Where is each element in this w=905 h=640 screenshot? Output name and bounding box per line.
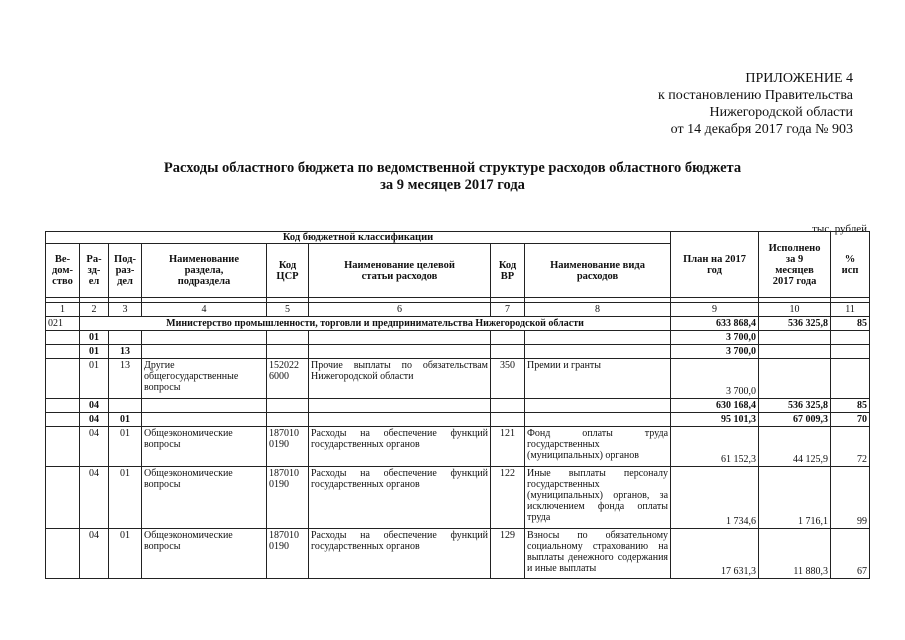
cell-vr-name: Иные выплаты персоналу государственных (муниципальных) органов, за исключением фонда оплаты труда <box>525 467 671 529</box>
cell-plan: 3 700,0 <box>671 331 759 345</box>
header-plan: План на 2017 год <box>671 232 759 298</box>
cell-razdel: 04 <box>80 427 109 467</box>
cell-csr-name: Расходы на обеспечение функций государственных органов <box>309 467 491 529</box>
table-row <box>46 399 870 413</box>
units-label: тыс. рублей <box>812 223 867 235</box>
title-line-1: Расходы областного бюджета по ведомственной структуре расходов областного бюджета <box>163 160 742 176</box>
appendix-date: от 14 декабря 2017 года № 903 <box>670 122 853 137</box>
cell-podrazdel: 01 <box>109 467 142 529</box>
cell-csr-name: Расходы на обеспечение функций государственных органов <box>309 427 491 467</box>
cell-percent: 99 <box>831 467 870 529</box>
cell-plan: 3 700,0 <box>671 359 759 399</box>
budget-table <box>45 231 870 579</box>
cell-plan: 1 734,6 <box>671 467 759 529</box>
cell-razdel: 04 <box>80 467 109 529</box>
cell-csr: 187010 0190 <box>267 529 309 579</box>
header-vr: Код ВР <box>491 244 525 298</box>
appendix-resolution: к постановлению Правительства <box>657 88 853 103</box>
cell-podrazdel: 01 <box>109 413 142 427</box>
cell-podrazdel: 01 <box>109 529 142 579</box>
colnum-3: 3 <box>109 303 142 317</box>
header-csr: Код ЦСР <box>267 244 309 298</box>
colnum-6: 6 <box>309 303 491 317</box>
table-row <box>46 345 870 359</box>
cell-percent: 72 <box>831 427 870 467</box>
cell-percent: 70 <box>831 413 870 427</box>
cell-vr: 129 <box>491 529 525 579</box>
cell-done: 11 880,3 <box>759 529 831 579</box>
cell-plan: 3 700,0 <box>671 345 759 359</box>
header-row-group <box>46 232 870 244</box>
header-vr-name: Наименование вида расходов <box>525 244 671 298</box>
cell-csr-name: Расходы на обеспечение функций государственных органов <box>309 529 491 579</box>
cell-vr: 121 <box>491 427 525 467</box>
cell-razdel: 01 <box>80 345 109 359</box>
colnum-4: 4 <box>142 303 267 317</box>
cell-done: 536 325,8 <box>759 317 831 331</box>
cell-podrazdel: 01 <box>109 427 142 467</box>
table-row <box>46 413 870 427</box>
colnum-8: 8 <box>525 303 671 317</box>
table-row <box>46 427 870 467</box>
cell-done: 1 716,1 <box>759 467 831 529</box>
cell-plan: 17 631,3 <box>671 529 759 579</box>
colnum-1: 1 <box>46 303 80 317</box>
cell-razdel: 04 <box>80 399 109 413</box>
colnum-9: 9 <box>671 303 759 317</box>
cell-plan: 61 152,3 <box>671 427 759 467</box>
cell-vr: 350 <box>491 359 525 399</box>
cell-razdel-name: Общеэкономические вопросы <box>142 467 267 529</box>
cell-razdel-name: Общеэкономические вопросы <box>142 529 267 579</box>
column-number-row <box>46 303 870 317</box>
cell-percent: 67 <box>831 529 870 579</box>
cell-vr-name: Взносы по обязательному социальному страхованию на выплаты денежного содержания и иные выплаты <box>525 529 671 579</box>
cell-razdel: 01 <box>80 331 109 345</box>
colnum-2: 2 <box>80 303 109 317</box>
cell-vr-name: Фонд оплаты труда государственных (муниципальных) органов <box>525 427 671 467</box>
cell-razdel: 01 <box>80 359 109 399</box>
cell-podrazdel: 13 <box>109 345 142 359</box>
header-percent: % исп <box>831 232 870 298</box>
table-row <box>46 467 870 529</box>
table-row <box>46 359 870 399</box>
colnum-5: 5 <box>267 303 309 317</box>
document-title <box>0 160 905 194</box>
colnum-11: 11 <box>831 303 870 317</box>
header-done: Исполнено за 9 месяцев 2017 года <box>759 232 831 298</box>
cell-ved: 021 <box>46 317 80 331</box>
appendix-region: Нижегородской области <box>709 105 853 120</box>
cell-done: 44 125,9 <box>759 427 831 467</box>
cell-ministry-name: Министерство промышленности, торговли и предпринимательства Нижегородской области <box>80 317 671 331</box>
cell-percent: 85 <box>831 317 870 331</box>
cell-plan: 630 168,4 <box>671 399 759 413</box>
cell-csr-name: Прочие выплаты по обязательствам Нижегородской области <box>309 359 491 399</box>
cell-csr: 187010 0190 <box>267 467 309 529</box>
header-podrazdel: Под- раз- дел <box>109 244 142 298</box>
cell-done: 536 325,8 <box>759 399 831 413</box>
cell-razdel: 04 <box>80 529 109 579</box>
title-line-2: за 9 месяцев 2017 года <box>380 177 525 193</box>
cell-razdel: 04 <box>80 413 109 427</box>
colnum-7: 7 <box>491 303 525 317</box>
cell-plan: 633 868,4 <box>671 317 759 331</box>
header-razdel: Ра- зд- ел <box>80 244 109 298</box>
header-classification: Код бюджетной классификации <box>46 232 671 244</box>
cell-vr: 122 <box>491 467 525 529</box>
header-csr-name: Наименование целевой статьи расходов <box>309 244 491 298</box>
cell-vr-name: Премии и гранты <box>525 359 671 399</box>
cell-podrazdel: 13 <box>109 359 142 399</box>
cell-percent: 85 <box>831 399 870 413</box>
cell-csr: 152022 6000 <box>267 359 309 399</box>
header-ved: Ве- дом- ство <box>46 244 80 298</box>
cell-plan: 95 101,3 <box>671 413 759 427</box>
table-row <box>46 529 870 579</box>
cell-razdel-name: Общеэкономические вопросы <box>142 427 267 467</box>
appendix-header <box>658 70 853 138</box>
colnum-10: 10 <box>759 303 831 317</box>
table-row <box>46 331 870 345</box>
table-row-ministry <box>46 317 870 331</box>
appendix-number: ПРИЛОЖЕНИЕ 4 <box>745 71 853 86</box>
cell-csr: 187010 0190 <box>267 427 309 467</box>
header-razdel-name: Наименование раздела, подраздела <box>142 244 267 298</box>
cell-razdel-name: Другие общегосударственные вопросы <box>142 359 267 399</box>
cell-done: 67 009,3 <box>759 413 831 427</box>
